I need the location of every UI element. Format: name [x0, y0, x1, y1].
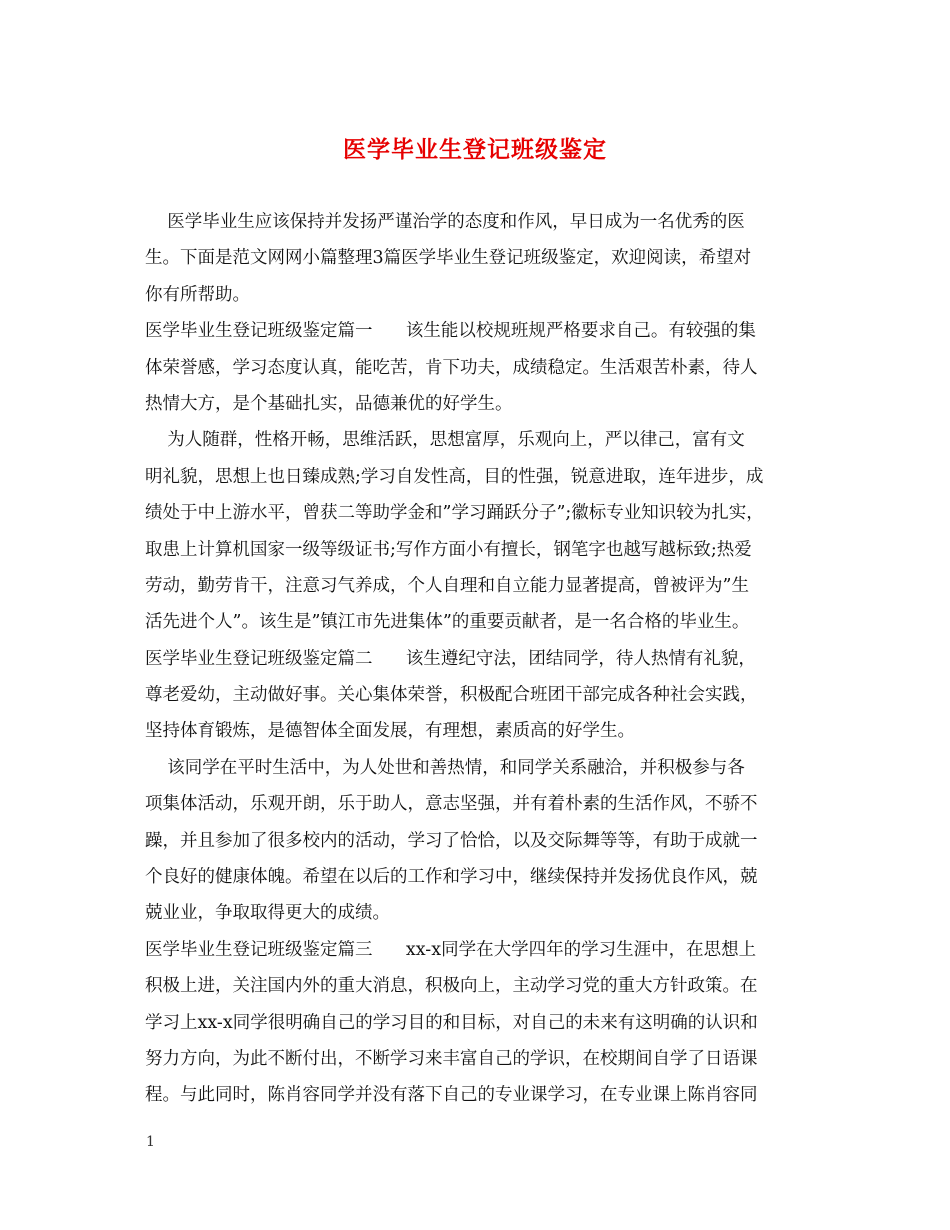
text-line: 尊老爱幼，主动做好事。关心集体荣誉，积极配合班团干部完成各种社会实践， — [145, 685, 758, 706]
text-line: 躁，并且参加了很多校内的活动，学习了恰恰，以及交际舞等等，有助于成就一 — [145, 830, 758, 851]
text-line: 你有所帮助。 — [145, 284, 250, 305]
text-line: 医学毕业生登记班级鉴定篇一 该生能以校规班规严格要求自己。有较强的集 — [145, 321, 756, 342]
page-number: 1 — [146, 1134, 155, 1150]
text-line: 个良好的健康体魄。希望在以后的工作和学习中，继续保持并发扬优良作风，兢 — [145, 867, 758, 888]
text-line: 热情大方，是个基础扎实，品德兼优的好学生。 — [145, 393, 513, 414]
text-line: 程。与此同时，陈肖容同学并没有落下自己的专业课学习，在专业课上陈肖容同 — [145, 1085, 758, 1106]
text-line: 积极上进，关注国内外的重大消息，积极向上，主动学习党的重大方针政策。在 — [145, 976, 758, 997]
text-line: 医学毕业生登记班级鉴定篇三 xx-x同学在大学四年的学习生涯中，在思想上 — [145, 939, 757, 960]
text-line: 体荣誉感，学习态度认真，能吃苦，肯下功夫，成绩稳定。生活艰苦朴素，待人 — [145, 357, 758, 378]
text-line: 明礼貌，思想上也日臻成熟;学习自发性高，目的性强，锐意进取，连年进步，成 — [145, 466, 764, 487]
text-line: 医学毕业生登记班级鉴定篇二 该生遵纪守法，团结同学，待人热情有礼貌， — [145, 648, 756, 669]
text-line: 劳动，勤劳肯干，注意习气养成，个人自理和自立能力显著提高，曾被评为”生 — [145, 575, 749, 596]
text-line: 医学毕业生应该保持并发扬严谨治学的态度和作风，早日成为一名优秀的医 — [145, 212, 745, 232]
text-line: 绩处于中上游水平，曾获二等助学金和”学习踊跃分子”;徽标专业知识较为扎实， — [145, 503, 764, 524]
document-title: 医学毕业生登记班级鉴定 — [343, 136, 607, 163]
text-line: 为人随群，性格开畅，思维活跃，思想富厚，乐观向上，严以律己，富有文 — [145, 430, 745, 451]
text-line: 坚持体育锻炼，是德智体全面发展，有理想，素质高的好学生。 — [145, 721, 635, 742]
text-line: 努力方向，为此不断付出，不断学习来丰富自己的学识，在校期间自学了日语课 — [145, 1048, 758, 1069]
document-body — [145, 204, 815, 1114]
text-line: 兢业业，争取取得更大的成绩。 — [145, 903, 390, 924]
text-line: 取患上计算机国家一级等级证书;写作方面小有擅长，钢笔字也越写越标致;热爱 — [145, 539, 752, 560]
text-line: 该同学在平时生活中，为人处世和善热情，和同学关系融洽，并积极参与各 — [145, 757, 745, 778]
text-line: 项集体活动，乐观开朗，乐于助人，意志坚强，并有着朴素的生活作风，不骄不 — [145, 794, 758, 815]
text-line: 学习上xx-x同学很明确自己的学习目的和目标，对自己的未来有这明确的认识和 — [145, 1012, 758, 1033]
text-line: 活先进个人”。该生是”镇江市先进集体”的重要贡献者，是一名合格的毕业生。 — [145, 612, 750, 633]
text-line: 生。下面是范文网网小篇整理3篇医学毕业生登记班级鉴定，欢迎阅读，希望对 — [145, 248, 752, 269]
